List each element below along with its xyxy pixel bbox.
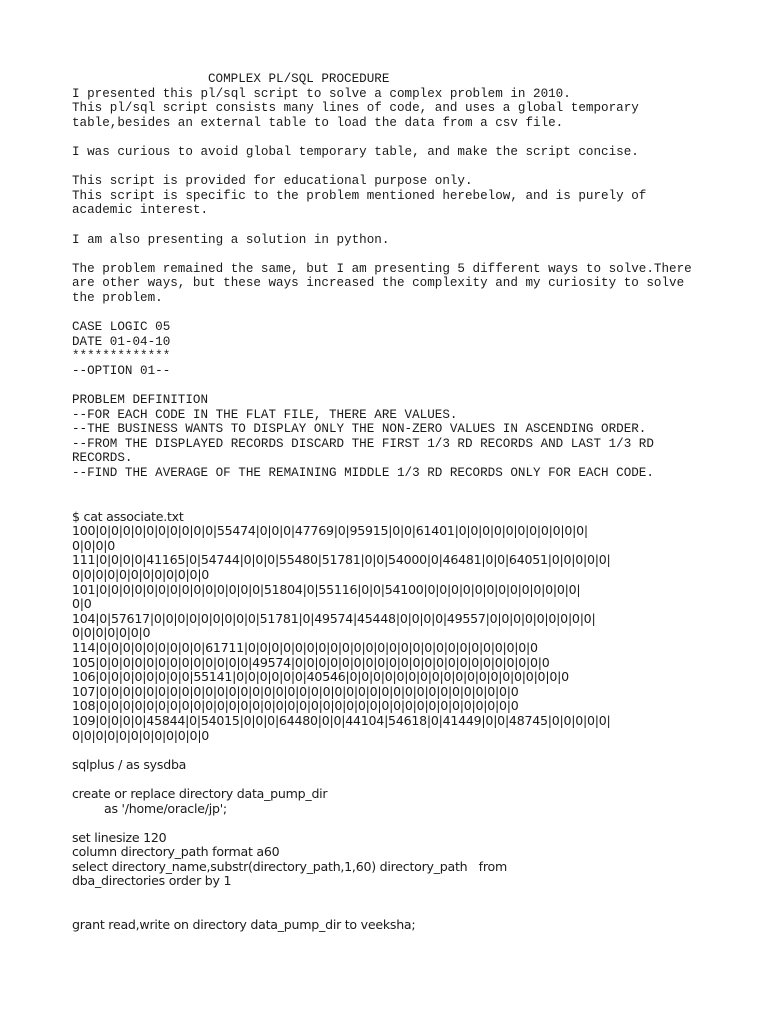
data-line: 107|0|0|0|0|0|0|0|0|0|0|0|0|0|0|0|0|0|0|0|0|0|0|0|0|0|0|0|0|0|0|0|0|0|0|0|0: [72, 683, 519, 699]
curious-line: I was curious to avoid global temporary table, and make the script concise.: [72, 144, 639, 159]
problem-def-line-2: --THE BUSINESS WANTS TO DISPLAY ONLY THE NON-ZERO VALUES IN ASCENDING ORDER.: [72, 422, 647, 437]
problem-def-line-4: RECORDS.: [72, 451, 133, 466]
edu-line-3: academic interest.: [72, 203, 209, 218]
edu-line-1: This script is provided for educational purpose only.: [72, 174, 473, 189]
edu-line-2: This script is specific to the problem mentioned herebelow, and is purely of: [72, 188, 647, 203]
data-line: 104|0|57617|0|0|0|0|0|0|0|0|0|51781|0|49574|45448|0|0|0|0|49557|0|0|0|0|0|0|0|0|0|: [72, 610, 596, 626]
problem-def-line-3: --FROM THE DISPLAYED RECORDS DISCARD THE FIRST 1/3 RD RECORDS AND LAST 1/3 RD: [72, 436, 654, 451]
spacer: [72, 772, 712, 787]
data-line: 0|0: [72, 596, 92, 612]
document-page: [72, 72, 712, 933]
data-line: 0|0|0|0|0|0|0|0|0|0|0|0: [72, 567, 210, 582]
cat-command: $ cat associate.txt: [72, 508, 184, 524]
spacer: [72, 904, 712, 919]
sqlplus-command: sqlplus / as sysdba: [72, 756, 187, 772]
problem-def-line-5: --FIND THE AVERAGE OF THE REMAINING MIDDLE 1/3 RD RECORDS ONLY FOR EACH CODE.: [72, 466, 654, 481]
query-line-4: dba_directories order by 1: [72, 873, 232, 889]
problem-def-heading: PROBLEM DEFINITION: [72, 393, 209, 408]
option-line: --OPTION 01--: [72, 363, 171, 378]
document-title: COMPLEX PL/SQL PROCEDURE: [208, 72, 390, 86]
grant-line: grant read,write on directory data_pump_dir to veeksha;: [72, 917, 416, 933]
data-line: 114|0|0|0|0|0|0|0|0|0|61711|0|0|0|0|0|0|0|0|0|0|0|0|0|0|0|0|0|0|0|0|0|0|0|0|0: [72, 639, 538, 655]
python-line: I am also presenting a solution in python.: [72, 232, 390, 247]
spacer: [72, 160, 712, 175]
create-dir-line-1: create or replace directory data_pump_dir: [72, 785, 328, 801]
data-line: 0|0|0|0|0|0|0: [72, 625, 151, 641]
data-line: 109|0|0|0|0|45844|0|54015|0|0|0|64480|0|0|44104|54618|0|41449|0|0|48745|0|0|0|0|0|: [72, 712, 611, 728]
query-line-2: column directory_path format a60: [72, 844, 280, 860]
create-dir-line-2: as '/home/oracle/jp';: [104, 800, 227, 816]
intro-line-2: This pl/sql script consists many lines of code, and uses a global temporary: [72, 101, 639, 116]
problem-same-line-2: are other ways, but these ways increased the complexity and my curiosity to solve: [72, 276, 685, 291]
data-line: 106|0|0|0|0|0|0|0|0|55141|0|0|0|0|0|0|40546|0|0|0|0|0|0|0|0|0|0|0|0|0|0|0|0|0|0|0: [72, 669, 569, 685]
intro-line-1: I presented this pl/sql script to solve a complex problem in 2010.: [72, 86, 571, 101]
spacer: [72, 218, 712, 233]
spacer: [72, 816, 712, 831]
spacer: [72, 378, 712, 393]
spacer: [72, 889, 712, 904]
spacer: [72, 247, 712, 262]
data-line: 101|0|0|0|0|0|0|0|0|0|0|0|0|0|0|51804|0|55116|0|0|54100|0|0|0|0|0|0|0|0|0|0|0|0|0|: [72, 581, 581, 597]
date-line: DATE 01-04-10: [72, 334, 171, 349]
asterisk-line: *************: [72, 349, 171, 364]
spacer: [72, 743, 712, 758]
data-line: 105|0|0|0|0|0|0|0|0|0|0|0|0|0|49574|0|0|0|0|0|0|0|0|0|0|0|0|0|0|0|0|0|0|0|0|0|0: [72, 654, 550, 670]
intro-line-3: table,besides an external table to load the data from a csv file.: [72, 115, 564, 130]
problem-same-line-3: the problem.: [72, 290, 163, 305]
data-line: 0|0|0|0|0|0|0|0|0|0|0|0: [72, 727, 210, 743]
problem-def-line-1: --FOR EACH CODE IN THE FLAT FILE, THERE ARE VALUES.: [72, 407, 458, 422]
spacer: [72, 481, 712, 510]
data-line: 100|0|0|0|0|0|0|0|0|0|0|55474|0|0|0|47769|0|95915|0|0|61401|0|0|0|0|0|0|0|0|0|0|0|: [72, 523, 588, 539]
query-line-3: select directory_name,substr(directory_path,1,60) directory_path from: [72, 858, 507, 874]
query-line-1: set linesize 120: [72, 829, 167, 845]
data-line: 0|0|0|0: [72, 537, 116, 553]
data-block: [72, 510, 712, 933]
spacer: [72, 130, 712, 145]
data-line: 111|0|0|0|0|41165|0|54744|0|0|0|55480|51781|0|0|54000|0|46481|0|0|64051|0|0|0|0|0|: [72, 552, 611, 568]
case-logic-line: CASE LOGIC 05: [72, 320, 171, 335]
problem-same-line-1: The problem remained the same, but I am presenting 5 different ways to solve.There: [72, 261, 692, 276]
data-line: 108|0|0|0|0|0|0|0|0|0|0|0|0|0|0|0|0|0|0|0|0|0|0|0|0|0|0|0|0|0|0|0|0|0|0|0|0: [72, 698, 519, 714]
spacer: [72, 306, 712, 321]
